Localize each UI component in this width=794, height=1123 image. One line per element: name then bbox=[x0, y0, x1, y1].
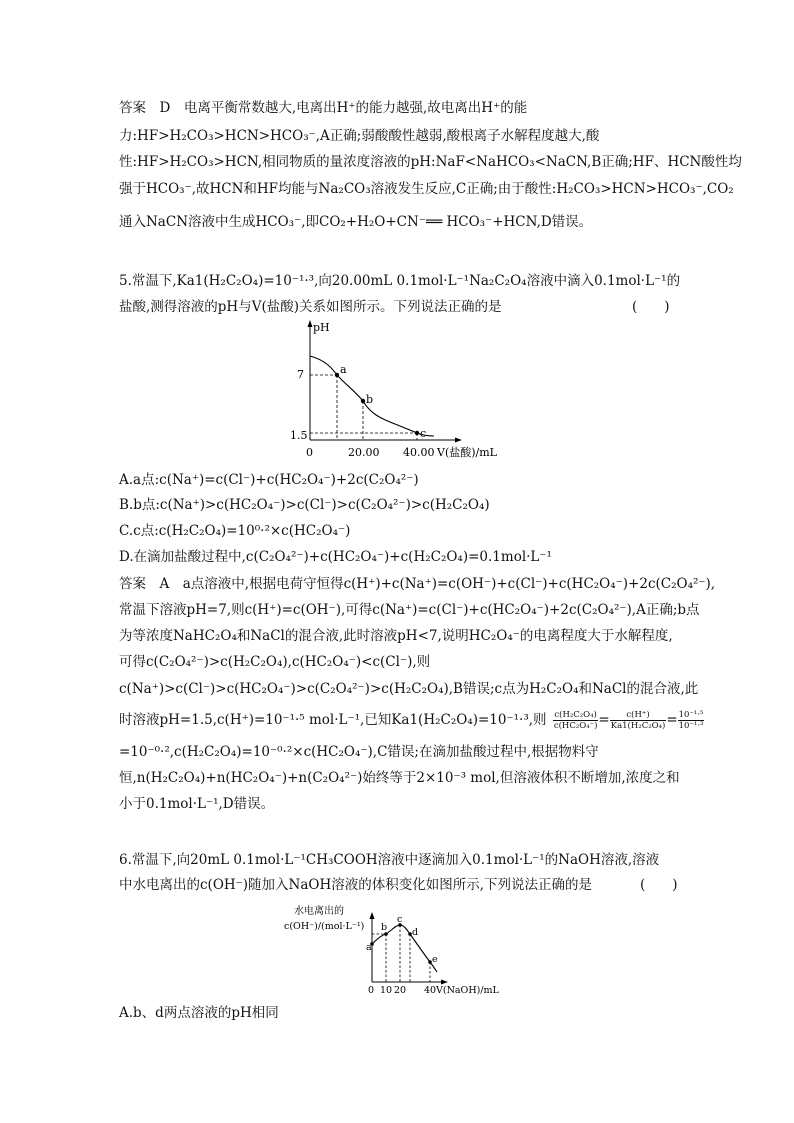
chart6-xlabel: V(NaOH)/mL bbox=[436, 985, 499, 996]
chart6-svg bbox=[284, 902, 514, 996]
chart6-ylabel-line2: c(OH⁻)/(mol·L⁻¹) bbox=[284, 921, 365, 932]
answer4-line5: 通入NaCN溶液中生成HCO₃⁻,即CO₂+H₂O+CN⁻══ HCO₃⁻+HCN,D错误。 bbox=[119, 214, 593, 230]
answer5-fraction-1 bbox=[553, 710, 599, 731]
q6-stem-line2: 中水电离出的c(OH⁻)随加入NaOH溶液的体积变化如图所示,下列说法正确的是 bbox=[119, 877, 593, 893]
chart6-xtick-10: 10 bbox=[380, 985, 393, 996]
chart5-svg bbox=[290, 318, 510, 464]
chart5-point-c bbox=[415, 431, 419, 435]
chart6-y-arrow bbox=[370, 912, 375, 919]
q6-stem-line1: 6.常温下,向20mL 0.1mol·L⁻¹CH₃COOH溶液中逐滴加入0.1mol·L⁻¹的NaOH溶液,溶液 bbox=[119, 852, 660, 868]
chart5-label-c: c bbox=[420, 427, 427, 440]
answer5-fraction-3 bbox=[678, 710, 705, 731]
chart5-y-arrow bbox=[308, 320, 313, 327]
answer5-eq-1: = bbox=[598, 712, 610, 728]
answer5-frac2-numerator: c(H⁺) bbox=[610, 710, 667, 721]
chart6-xtick-20: 20 bbox=[394, 985, 407, 996]
answer5-line7: =10⁻⁰·²,c(H₂C₂O₄)=10⁻⁰·²×c(HC₂O₄⁻),C错误;在滴加盐酸过程中,根据物料守 bbox=[119, 744, 599, 760]
answer5-fraction-2 bbox=[610, 710, 667, 731]
chart5-ylabel: pH bbox=[313, 321, 330, 334]
chart6-ylabel-line1: 水电离出的 bbox=[294, 906, 344, 917]
answer4-line2: 力:HF>H₂CO₃>HCN>HCO₃⁻,A正确;弱酸酸性越弱,酸根离子水解程度越大,酸 bbox=[119, 128, 600, 144]
answer5-line1: 答案 A a点溶液中,根据电荷守恒得c(H⁺)+c(Na⁺)=c(OH⁻)+c(Cl⁻)+c(HC₂O₄⁻)+2c(C₂O₄²⁻), bbox=[119, 576, 716, 592]
chart5-point-a bbox=[335, 373, 339, 377]
chart5-label-a: a bbox=[340, 363, 347, 376]
q5-stem-line2: 盐酸,测得溶液的pH与V(盐酸)关系如图所示。下列说法正确的是 bbox=[119, 299, 502, 315]
answer5-frac2-denominator: Ka1(H₂C₂O₄) bbox=[610, 721, 666, 731]
answer5-frac3-numerator: 10⁻¹·⁵ bbox=[678, 710, 704, 720]
chart5-xtick-20: 20.00 bbox=[348, 446, 380, 459]
answer5-line3: 为等浓度NaHC₂O₄和NaCl的混合液,此时溶液pH<7,说明HC₂O₄⁻的电离程度大于水解程度, bbox=[119, 628, 673, 644]
answer5-line9: 小于0.1mol·L⁻¹,D错误。 bbox=[119, 796, 275, 812]
answer4-line4: 强于HCO₃⁻,故HCN和HF均能与Na₂CO₃溶液发生反应,C正确;由于酸性:H₂CO₃>HCN>HCO₃⁻,CO₂ bbox=[119, 181, 734, 197]
chart5-xtick-40: 40.00 bbox=[403, 446, 435, 459]
chart6-label-b: b bbox=[381, 922, 388, 933]
chart6-label-e: e bbox=[432, 954, 438, 965]
answer5-line4: 可得c(C₂O₄²⁻)>c(H₂C₂O₄),c(HC₂O₄⁻)<c(Cl⁻),则 bbox=[119, 654, 431, 670]
chart6-label-d: d bbox=[412, 927, 419, 938]
q5-option-b: B.b点:c(Na⁺)>c(HC₂O₄⁻)>c(Cl⁻)>c(C₂O₄²⁻)>c(H₂C₂O₄) bbox=[119, 497, 490, 513]
chart6-figure bbox=[284, 902, 514, 1000]
chart6-label-c: c bbox=[397, 914, 403, 925]
answer5-line2: 常温下溶液pH=7,则c(H⁺)=c(OH⁻),可得c(Na⁺)=c(Cl⁻)+c(HC₂O₄⁻)+2c(C₂O₄²⁻),A正确;b点 bbox=[119, 602, 700, 618]
answer4-line1: 答案 D 电离平衡常数越大,电离出H⁺的能力越强,故电离出H⁺的能 bbox=[119, 100, 528, 116]
q5-option-c: C.c点:c(H₂C₂O₄)=10⁰·²×c(HC₂O₄⁻) bbox=[119, 523, 351, 539]
q5-answer-bracket: ( ) bbox=[632, 299, 670, 315]
chart5-ytick-7: 7 bbox=[297, 368, 304, 381]
answer5-line5: c(Na⁺)>c(Cl⁻)>c(HC₂O₄⁻)>c(C₂O₄²⁻)>c(H₂C₂O₄),B错误;c点为H₂C₂O₄和NaCl的混合液,此 bbox=[119, 681, 699, 697]
answer5-frac1-denominator: c(HC₂O₄⁻) bbox=[553, 721, 598, 731]
q5-option-d: D.在滴加盐酸过程中,c(C₂O₄²⁻)+c(HC₂O₄⁻)+c(H₂C₂O₄)=0.1mol·L⁻¹ bbox=[119, 549, 552, 565]
answer5-line8: 恒,n(H₂C₂O₄)+n(HC₂O₄⁻)+n(C₂O₄²⁻)始终等于2×10⁻³ mol,但溶液体积不断增加,浓度之和 bbox=[119, 770, 680, 786]
q5-stem-line1: 5.常温下,Ka1(H₂C₂O₄)=10⁻¹·³,向20.00mL 0.1mol·L⁻¹Na₂C₂O₄溶液中滴入0.1mol·L⁻¹的 bbox=[119, 273, 681, 289]
chart5-x-arrow bbox=[455, 438, 462, 443]
answer5-line6-text: 时溶液pH=1.5,c(H⁺)=10⁻¹·⁵ mol·L⁻¹,已知Ka1(H₂C₂O₄)=10⁻¹·³,则 bbox=[119, 712, 547, 728]
answer5-frac3-denominator: 10⁻¹·³ bbox=[678, 721, 704, 731]
chart6-xtick-0: 0 bbox=[368, 985, 375, 996]
chart5-ytick-1.5: 1.5 bbox=[290, 429, 308, 442]
answer5-eq-2: = bbox=[666, 712, 678, 728]
q6-answer-bracket: ( ) bbox=[640, 877, 678, 893]
q6-option-a: A.b、d两点溶液的pH相同 bbox=[119, 1005, 279, 1021]
chart6-x-arrow bbox=[441, 980, 448, 985]
chart5-xtick-0: 0 bbox=[306, 446, 313, 459]
q5-option-a: A.a点:c(Na⁺)=c(Cl⁻)+c(HC₂O₄⁻)+2c(C₂O₄²⁻) bbox=[119, 472, 419, 488]
chart5-label-b: b bbox=[366, 393, 374, 406]
chart5-figure bbox=[290, 318, 510, 468]
chart6-xtick-40: 40 bbox=[424, 985, 437, 996]
answer5-frac1-numerator: c(H₂C₂O₄) bbox=[554, 710, 597, 720]
chart6-label-a: a bbox=[366, 942, 372, 953]
answer4-line3: 性:HF>H₂CO₃>HCN,相同物质的量浓度溶液的pH:NaF<NaHCO₃<NaCN,B正确;HF、HCN酸性均 bbox=[119, 154, 742, 170]
chart5-point-b bbox=[361, 399, 365, 403]
answer5-line6 bbox=[119, 710, 704, 731]
chart5-xlabel: V(盐酸)/mL bbox=[437, 446, 497, 459]
